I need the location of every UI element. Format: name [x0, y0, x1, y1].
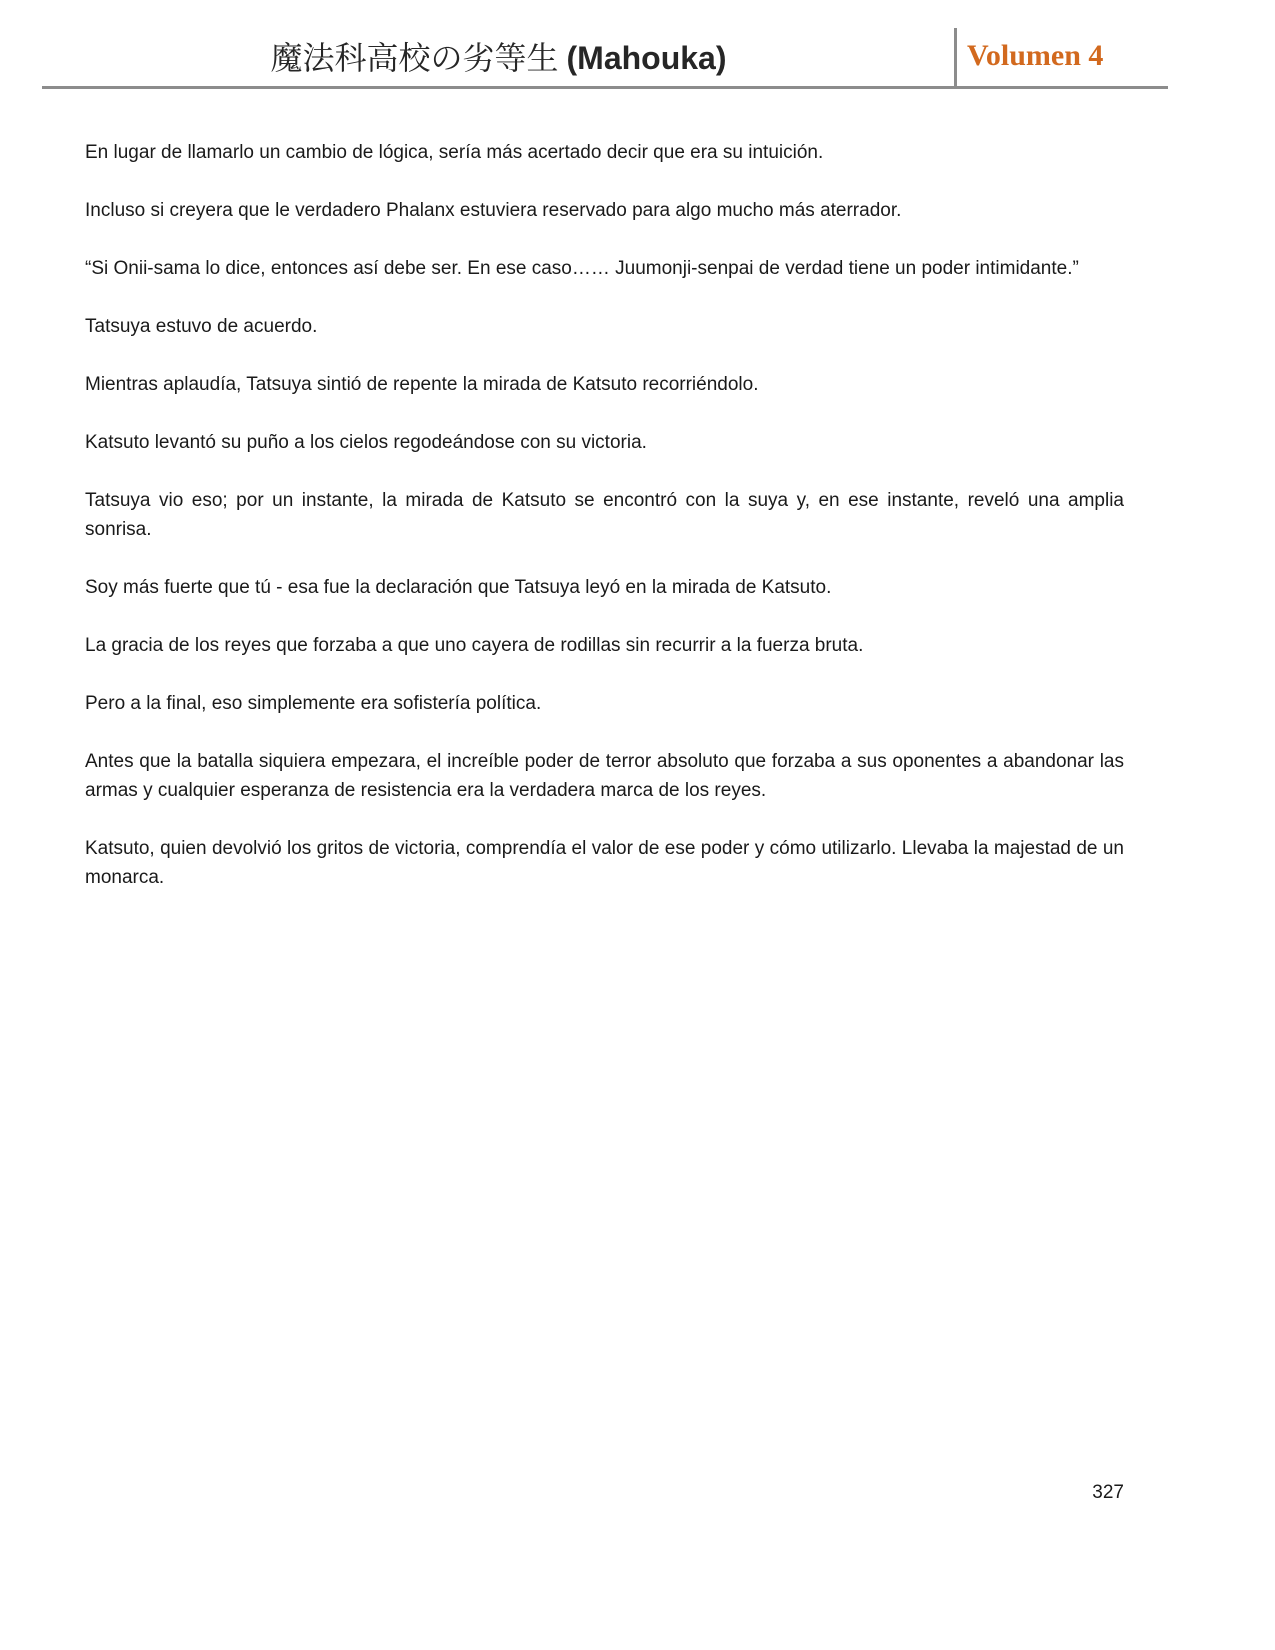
- paragraph: Incluso si creyera que le verdadero Phalanx estuviera reservado para algo mucho más aterrador.: [85, 200, 902, 221]
- header-title-japanese: 魔法科高校の劣等生: [270, 39, 559, 77]
- header-title: [42, 34, 955, 82]
- header-title-romaji: (Mahouka): [566, 40, 727, 76]
- volume-label: Volumen 4: [967, 39, 1104, 72]
- paragraph: Tatsuya estuvo de acuerdo.: [85, 316, 318, 337]
- paragraph: Mientras aplaudía, Tatsuya sintió de repente la mirada de Katsuto recorriéndolo.: [85, 374, 759, 395]
- paragraph: Katsuto, quien devolvió los gritos de victoria, comprendía el valor de ese poder y cómo utilizarlo. Llevaba la majestad de un monarca.: [85, 838, 1124, 888]
- paragraph: En lugar de llamarlo un cambio de lógica, sería más acertado decir que era su intuición.: [85, 142, 824, 163]
- paragraph: Tatsuya vio eso; por un instante, la mirada de Katsuto se encontró con la suya y, en ese instante, reveló una amplia sonrisa.: [85, 490, 1124, 540]
- paragraph: La gracia de los reyes que forzaba a que uno cayera de rodillas sin recurrir a la fuerza bruta.: [85, 635, 864, 656]
- page-body: [85, 138, 1124, 921]
- paragraph: Soy más fuerte que tú - esa fue la declaración que Tatsuya leyó en la mirada de Katsuto.: [85, 577, 832, 598]
- header-vertical-divider: [954, 28, 957, 88]
- paragraph: Pero a la final, eso simplemente era sofistería política.: [85, 693, 542, 714]
- paragraph: “Si Onii-sama lo dice, entonces así debe ser. En ese caso…… Juumonji-senpai de verdad tiene un poder intimidante.”: [85, 258, 1079, 279]
- paragraph: Katsuto levantó su puño a los cielos regodeándose con su victoria.: [85, 432, 647, 453]
- page-number: 327: [1092, 1482, 1124, 1503]
- header-horizontal-rule: [42, 86, 1168, 89]
- paragraph: Antes que la batalla siquiera empezara, el increíble poder de terror absoluto que forzaba a sus oponentes a abandonar las armas y cualquier esperanza de resistencia era la verdadera marca de los reyes.: [85, 751, 1124, 801]
